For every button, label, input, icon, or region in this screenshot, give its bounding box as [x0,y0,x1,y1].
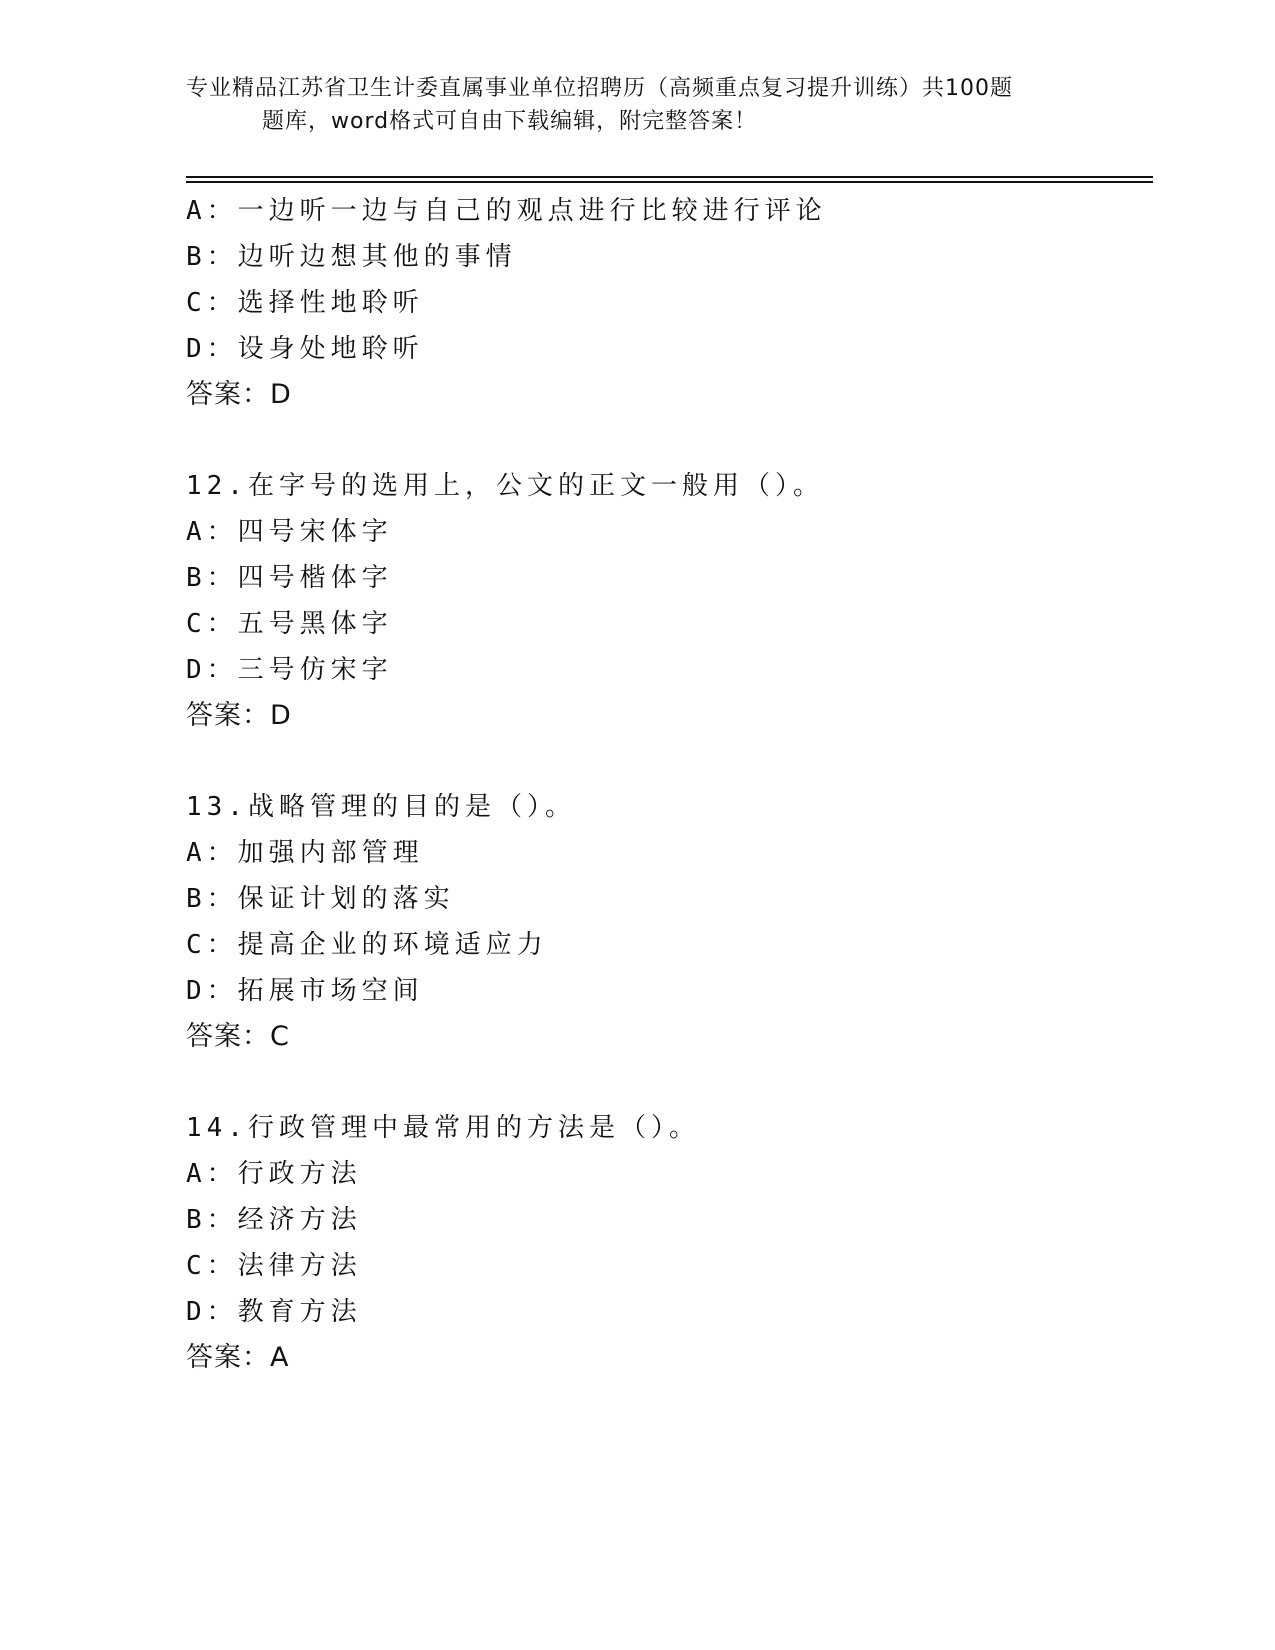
question-13-option-d: D：拓展市场空间 [186,976,424,1006]
question-12-option-d: D：三号仿宋字 [186,655,393,685]
question-11-option-c: C：选择性地聆听 [186,288,424,318]
header-title-line-2: 题库，word格式可自由下载编辑，附完整答案！ [262,109,758,134]
question-11-option-a: A：一边听一边与自己的观点进行比较进行评论 [186,196,827,226]
question-13-stem: 13.战略管理的目的是（）。 [186,792,576,822]
header-divider-top [186,176,1153,178]
header-divider-bottom [186,181,1153,183]
question-spacer [186,1060,1146,1105]
question-12-option-c: C：五号黑体字 [186,609,393,639]
question-11-option-b: B：边听边想其他的事情 [186,242,517,272]
question-12-stem: 12.在字号的选用上，公文的正文一般用（）。 [186,471,824,501]
question-14-option-c: C：法律方法 [186,1251,362,1281]
question-14-option-b: B：经济方法 [186,1205,362,1235]
question-12-block [186,463,1146,739]
question-14-option-d: D：教育方法 [186,1297,362,1327]
header-title-line-1: 专业精品江苏省卫生计委直属事业单位招聘历（高频重点复习提升训练）共100题 [186,76,1013,101]
question-13-option-a: A：加强内部管理 [186,838,424,868]
question-spacer [186,418,1146,463]
question-spacer [186,739,1146,784]
question-14-block [186,1105,1146,1381]
question-13-block [186,784,1146,1060]
question-12-answer: 答案：D [186,700,292,731]
question-11-answer: 答案：D [186,379,292,410]
question-list [186,188,1146,1381]
question-14-option-a: A：行政方法 [186,1159,362,1189]
question-11-option-d: D：设身处地聆听 [186,334,424,364]
question-13-option-c: C：提高企业的环境适应力 [186,930,548,960]
question-14-answer: 答案：A [186,1342,290,1373]
question-12-option-b: B：四号楷体字 [186,563,393,593]
document-header [186,72,1086,138]
question-14-stem: 14.行政管理中最常用的方法是（）。 [186,1113,700,1143]
question-13-answer: 答案：C [186,1021,290,1052]
question-11-block [186,188,1146,418]
question-12-option-a: A：四号宋体字 [186,517,393,547]
question-13-option-b: B：保证计划的落实 [186,884,455,914]
